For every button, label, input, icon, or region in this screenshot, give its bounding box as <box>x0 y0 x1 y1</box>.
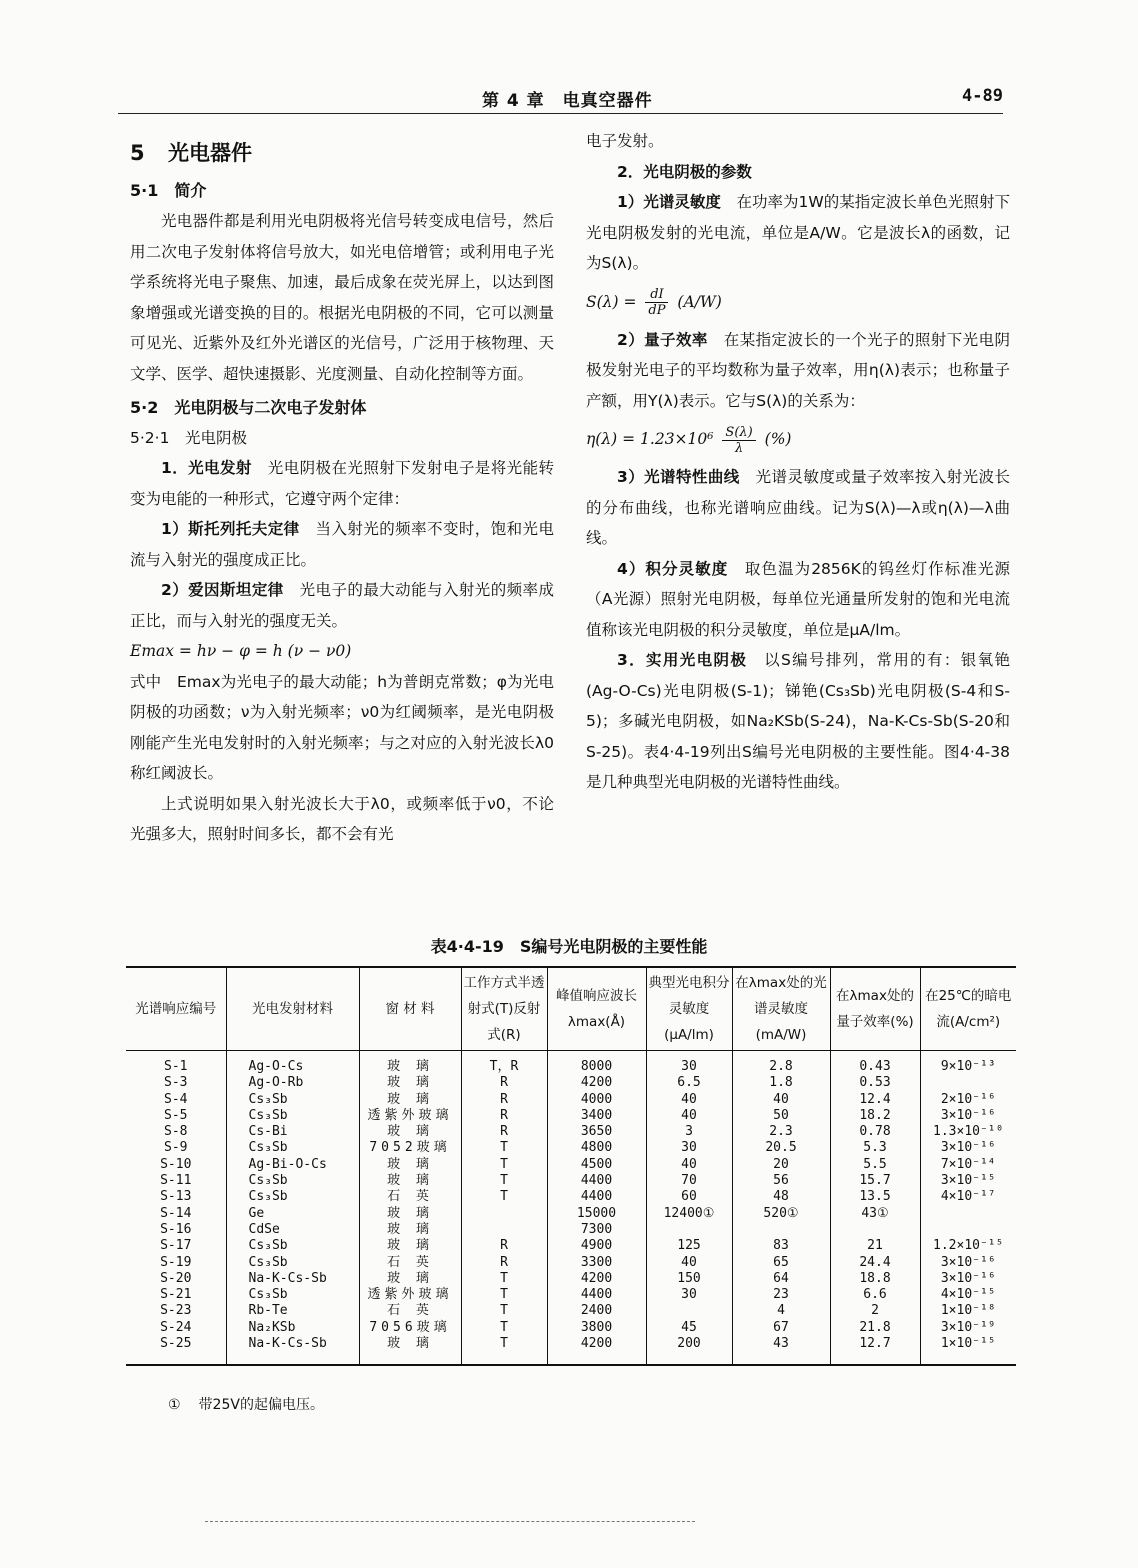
continuation-text: 电子发射。 <box>586 132 664 150</box>
einstein-formula: Emax = hν − φ = h (ν − ν0) <box>130 642 352 660</box>
sensitivity-formula: S(λ) = $\frac{dI}{dP}$ (A/W) <box>586 287 722 318</box>
table-cell: Cs₃Sb <box>226 1287 359 1303</box>
table-cell: 7056玻璃 <box>359 1320 461 1336</box>
table-cell: 40 <box>646 1092 732 1108</box>
left-column <box>130 126 554 850</box>
table-cell: Ag-O-Rb <box>226 1075 359 1091</box>
table-cell: S-25 <box>126 1336 226 1365</box>
table-header-cell: 典型光电积分灵敏度(μA/lm) <box>646 967 732 1051</box>
table-cell: 9×10⁻¹³ <box>940 1059 996 1074</box>
table-cell: R <box>461 1075 547 1091</box>
subsection-intro-heading: 5·1 简介 <box>130 181 207 200</box>
table-cell: 4400 <box>547 1189 646 1205</box>
page-header <box>118 84 1003 114</box>
table-cell: S-20 <box>126 1271 226 1287</box>
table-cell: S-5 <box>126 1108 226 1124</box>
table-cell: S-4 <box>126 1092 226 1108</box>
table-cell: T <box>461 1140 547 1156</box>
table-cell <box>920 1222 1016 1238</box>
table-cell: T <box>461 1157 547 1173</box>
table-cell: 40 <box>732 1092 830 1108</box>
photoemission-paragraph: 1．光电发射 光电阴极在光照射下发射电子是将光能转变为电能的一种形式，它遵守两个定律： <box>130 459 554 508</box>
table-row <box>126 1092 1016 1108</box>
table-cell: 12.7 <box>830 1336 920 1365</box>
table-cell: 200 <box>646 1336 732 1365</box>
table-cell: 30 <box>646 1051 732 1076</box>
table-cell: S-14 <box>126 1206 226 1222</box>
table-cell: Cs₃Sb <box>226 1173 359 1189</box>
table-cell: 2.8 <box>732 1051 830 1076</box>
quantum-efficiency-formula: η(λ) = 1.23×10⁶ $\frac{S(\lambda)}{\lambda}$ (%) <box>586 424 792 456</box>
table-cell: 4 <box>732 1303 830 1319</box>
table-cell: S-9 <box>126 1140 226 1156</box>
s-cathode-table <box>126 966 1016 1366</box>
table-cell: S-24 <box>126 1320 226 1336</box>
integral-sensitivity-paragraph: 4）积分灵敏度 取色温为2856K的钨丝灯作标准光源（A光源）照射光电阴极，每单位光通量所发射的饱和光电流值称该光电阴极的积分灵敏度，单位是μA/lm。 <box>586 559 1010 639</box>
table-header-cell: 光电发射材料 <box>226 967 359 1051</box>
table-cell: 玻 璃 <box>359 1238 461 1254</box>
table-cell: Ge <box>226 1206 359 1222</box>
table-cell: 玻 璃 <box>359 1051 461 1076</box>
table-cell: 透紫外玻璃 <box>359 1287 461 1303</box>
subsection-cathode-heading: 5·2 光电阴极与二次电子发射体 <box>130 398 367 417</box>
table-title: 表4·4-19 S编号光电阴极的主要性能 <box>430 937 708 956</box>
table-cell: 40 <box>646 1255 732 1271</box>
table-cell: 1.8 <box>732 1075 830 1091</box>
spectral-curve-paragraph: 3）光谱特性曲线 光谱灵敏度或量子效率按入射光波长的分布曲线，也称光谱响应曲线。记为S(λ)—λ或η(λ)—λ曲线。 <box>586 468 1010 547</box>
table-cell: 6.5 <box>646 1075 732 1091</box>
table-row <box>126 1189 1016 1205</box>
table-row <box>126 1255 1016 1271</box>
practical-cathodes-paragraph: 3．实用光电阴极 以S编号排列，常用的有：银氧铯(Ag-O-Cs)光电阴极(S-1)；锑铯(Cs₃Sb)光电阴极(S-4和S-5)；多碱光电阴极，如Na₂KSb(S-24)，Na-K-Cs-Sb(S-20和S-25)。表4·4-19列出S编号光电阴极的主要性能。图4·4-38是几种典型光电阴极的光谱特性曲线。 <box>586 651 1010 791</box>
table-cell: 40 <box>646 1108 732 1124</box>
table-row <box>126 1173 1016 1189</box>
table-cell: 4200 <box>547 1075 646 1091</box>
table-cell: 石 英 <box>359 1303 461 1319</box>
table-cell: 玻 璃 <box>359 1222 461 1238</box>
table-header-cell: 在25℃的暗电流(A/cm²) <box>920 967 1016 1051</box>
table-cell: 玻 璃 <box>359 1271 461 1287</box>
table-cell: 玻 璃 <box>359 1173 461 1189</box>
table-cell: Cs₃Sb <box>226 1255 359 1271</box>
table-cell: 150 <box>646 1271 732 1287</box>
chapter-title: 第 4 章 电真空器件 <box>482 91 653 111</box>
table-header-cell: 在λmax处的量子效率(%) <box>830 967 920 1051</box>
table-header-cell: 窗 材 料 <box>359 967 461 1051</box>
table-cell: 12.4 <box>830 1092 920 1108</box>
table-cell: 4200 <box>547 1336 646 1365</box>
header-rule <box>118 113 1003 114</box>
table-row <box>126 1140 1016 1156</box>
right-column <box>586 126 1010 798</box>
table-cell: S-10 <box>126 1157 226 1173</box>
formula-explanation: 式中 Emax为光电子的最大动能；h为普朗克常数；φ为光电阴极的功函数；ν为入射光频率；ν0为红阈频率，是光电阴极刚能产生光电发射时的入射光频率；与之对应的入射光波长λ0称红阈波长。 <box>130 672 554 782</box>
table-cell: 7300 <box>547 1222 646 1238</box>
table-cell: Cs₃Sb <box>226 1140 359 1156</box>
table-cell: 21.8 <box>830 1320 920 1336</box>
table-cell: T <box>461 1189 547 1205</box>
table-header-row <box>126 967 1016 1051</box>
table-cell: 4900 <box>547 1238 646 1254</box>
table-cell: T <box>461 1173 547 1189</box>
table-cell: T <box>461 1336 547 1365</box>
table-cell: 玻 璃 <box>359 1092 461 1108</box>
table-cell: S-8 <box>126 1124 226 1140</box>
table-cell: T <box>461 1303 547 1319</box>
table-cell: 125 <box>646 1238 732 1254</box>
table-cell: T <box>461 1320 547 1336</box>
table-cell: 30 <box>646 1287 732 1303</box>
table-cell: R <box>461 1092 547 1108</box>
table-cell: 2 <box>830 1303 920 1319</box>
table-cell: 2×10⁻¹⁶ <box>940 1091 996 1107</box>
section-heading: 5 光电器件 <box>130 141 252 165</box>
table-cell: 玻 璃 <box>359 1124 461 1140</box>
table-cell: 18.2 <box>830 1108 920 1124</box>
table-cell: 20.5 <box>732 1140 830 1156</box>
table-cell: 15.7 <box>830 1173 920 1189</box>
table-row <box>126 1157 1016 1173</box>
table-cell: 石 英 <box>359 1255 461 1271</box>
table-cell <box>920 1206 1016 1222</box>
table-row <box>126 1108 1016 1124</box>
table-footnote <box>168 1394 324 1414</box>
table-cell: 21 <box>830 1238 920 1254</box>
table-cell: S-1 <box>126 1051 226 1076</box>
intro-paragraph: 光电器件都是利用光电阴极将光信号转变成电信号，然后用二次电子发射体将信号放大，如光电倍增管；或利用电子光学系统将光电子聚焦、加速，最后成象在荧光屏上，以达到图象增强或光谱变换的目的。根据光电阴极的不同，它可以测量可见光、近紫外及红外光谱区的光信号，广泛用于核物理、天文学、医学、超快速摄影、光度测量、自动化控制等方面。 <box>130 212 554 383</box>
table-cell: 56 <box>732 1173 830 1189</box>
table-row <box>126 1320 1016 1336</box>
table-cell: S-17 <box>126 1238 226 1254</box>
table-cell: 45 <box>646 1320 732 1336</box>
table-cell: 0.78 <box>830 1124 920 1140</box>
table-cell: T <box>461 1287 547 1303</box>
table-row <box>126 1206 1016 1222</box>
table-cell: 玻 璃 <box>359 1336 461 1365</box>
table-cell: 3×10⁻¹⁶ <box>940 1270 996 1286</box>
parameters-heading: 2．光电阴极的参数 <box>617 162 752 181</box>
table-cell: 1×10⁻¹⁵ <box>920 1336 1016 1365</box>
table-cell: 64 <box>732 1271 830 1287</box>
table-cell: 4×10⁻¹⁷ <box>940 1189 996 1205</box>
table-cell <box>646 1303 732 1319</box>
table-cell: R <box>461 1255 547 1271</box>
table-row <box>126 1287 1016 1303</box>
table-cell: 65 <box>732 1255 830 1271</box>
table-cell: 520① <box>732 1206 830 1222</box>
table-cell: 石 英 <box>359 1189 461 1205</box>
table-cell: 4200 <box>547 1271 646 1287</box>
table-cell: S-11 <box>126 1173 226 1189</box>
table-cell: 3×10⁻¹⁵ <box>940 1173 996 1189</box>
table-cell: 70 <box>646 1173 732 1189</box>
table-cell: Cs₃Sb <box>226 1189 359 1205</box>
table-cell: Cs₃Sb <box>226 1108 359 1124</box>
threshold-paragraph: 上式说明如果入射光波长大于λ0，或频率低于ν0，不论光强多大，照射时间多长，都不会有光 <box>130 794 554 843</box>
footnote-mark: ① <box>168 1397 181 1413</box>
table-cell <box>830 1222 920 1238</box>
table-cell <box>732 1222 830 1238</box>
table-cell: 1×10⁻¹⁸ <box>940 1303 996 1319</box>
table-cell: 3300 <box>547 1255 646 1271</box>
table-cell: 0.43 <box>830 1051 920 1076</box>
table-cell: 3×10⁻¹⁹ <box>940 1319 996 1335</box>
table-cell: 4800 <box>547 1140 646 1156</box>
table-cell: 7×10⁻¹⁴ <box>940 1156 996 1172</box>
table-cell: Cs₃Sb <box>226 1238 359 1254</box>
table-cell: 4400 <box>547 1173 646 1189</box>
subsubsection-heading: 5·2·1 光电阴极 <box>130 429 247 447</box>
table-cell: 4×10⁻¹⁵ <box>940 1287 996 1303</box>
page-number: 4-89 <box>962 86 1003 106</box>
table-cell <box>461 1222 547 1238</box>
table-cell: 6.6 <box>830 1287 920 1303</box>
table-cell: 7052玻璃 <box>359 1140 461 1156</box>
table-header-cell: 峰值响应波长 λmax(Å) <box>547 967 646 1051</box>
table-cell: 48 <box>732 1189 830 1205</box>
table-header-cell: 光谱响应编号 <box>126 967 226 1051</box>
table-cell: 透紫外玻璃 <box>359 1108 461 1124</box>
table-cell: 67 <box>732 1320 830 1336</box>
table-row <box>126 1271 1016 1287</box>
quantum-efficiency-paragraph: 2）量子效率 在某指定波长的一个光子的照射下光电阴极发射光电子的平均数称为量子效率，用η(λ)表示；也称量子产额，用Y(λ)表示。它与S(λ)的关系为： <box>586 330 1010 410</box>
table-cell: Cs-Bi <box>226 1124 359 1140</box>
table-cell: 2.3 <box>732 1124 830 1140</box>
table-row <box>126 1336 1016 1365</box>
table-cell: Na₂KSb <box>226 1320 359 1336</box>
table-cell: 60 <box>646 1189 732 1205</box>
table-cell: S-3 <box>126 1075 226 1091</box>
table-cell: R <box>461 1108 547 1124</box>
table-row <box>126 1222 1016 1238</box>
table-cell: S-23 <box>126 1303 226 1319</box>
table-row <box>126 1075 1016 1091</box>
table-cell: 2400 <box>547 1303 646 1319</box>
footnote-text: 带25V的起偏电压。 <box>198 1397 324 1413</box>
table-header-cell: 在λmax处的光谱灵敏度(mA/W) <box>732 967 830 1051</box>
table-cell: 40 <box>646 1157 732 1173</box>
table-cell: 43 <box>732 1336 830 1365</box>
table-cell: R <box>461 1238 547 1254</box>
table-cell: R <box>461 1124 547 1140</box>
table-cell: 1.3×10⁻¹⁰ <box>933 1124 1004 1140</box>
table-cell: T <box>461 1271 547 1287</box>
table-cell: Rb-Te <box>226 1303 359 1319</box>
table-cell: 50 <box>732 1108 830 1124</box>
table-cell: Na-K-Cs-Sb <box>226 1336 359 1365</box>
table-cell: 3×10⁻¹⁶ <box>940 1254 996 1270</box>
table-cell: 玻 璃 <box>359 1075 461 1091</box>
table-cell: 30 <box>646 1140 732 1156</box>
table-cell: Ag-O-Cs <box>226 1051 359 1076</box>
table-cell: 4500 <box>547 1157 646 1173</box>
table-cell: 13.5 <box>830 1189 920 1205</box>
table-cell: S-19 <box>126 1255 226 1271</box>
table-cell <box>920 1075 1016 1091</box>
table-row <box>126 1051 1016 1076</box>
table-cell: S-16 <box>126 1222 226 1238</box>
table-cell: 15000 <box>547 1206 646 1222</box>
table-cell <box>646 1222 732 1238</box>
table-cell: 18.8 <box>830 1271 920 1287</box>
table-cell: 23 <box>732 1287 830 1303</box>
bottom-divider <box>205 1521 695 1522</box>
table-cell: Na-K-Cs-Sb <box>226 1271 359 1287</box>
table-cell: 12400① <box>646 1206 732 1222</box>
table-cell: S-21 <box>126 1287 226 1303</box>
spectral-sensitivity-paragraph: 1）光谱灵敏度 在功率为1W的某指定波长单色光照射下光电阴极发射的光电流，单位是A/W。它是波长λ的函数，记为S(λ)。 <box>586 193 1010 272</box>
table-cell: Ag-Bi-O-Cs <box>226 1157 359 1173</box>
table-cell: 0.53 <box>830 1075 920 1091</box>
table-cell: 20 <box>732 1157 830 1173</box>
table-cell: 1.2×10⁻¹⁵ <box>933 1238 1004 1254</box>
table-cell: 3×10⁻¹⁶ <box>940 1107 996 1123</box>
table-cell: 83 <box>732 1238 830 1254</box>
table-cell: CdSe <box>226 1222 359 1238</box>
table-cell: 3800 <box>547 1320 646 1336</box>
table-cell: 4000 <box>547 1092 646 1108</box>
table-cell: 玻 璃 <box>359 1157 461 1173</box>
table-cell: 43① <box>830 1206 920 1222</box>
table-cell: 5.3 <box>830 1140 920 1156</box>
table-row <box>126 1238 1016 1254</box>
table-cell: 4400 <box>547 1287 646 1303</box>
table-cell: 3×10⁻¹⁶ <box>940 1140 996 1156</box>
table-header-cell: 工作方式半透射式(T)反射式(R) <box>461 967 547 1051</box>
table-cell <box>461 1206 547 1222</box>
table-cell: 5.5 <box>830 1157 920 1173</box>
table-cell: 8000 <box>547 1051 646 1076</box>
table-cell: 玻 璃 <box>359 1206 461 1222</box>
table-cell: Cs₃Sb <box>226 1092 359 1108</box>
table-cell: 24.4 <box>830 1255 920 1271</box>
table-row <box>126 1303 1016 1319</box>
table-cell: 3 <box>646 1124 732 1140</box>
table-cell: S-13 <box>126 1189 226 1205</box>
law2-paragraph: 2）爱因斯坦定律 光电子的最大动能与入射光的频率成正比，而与入射光的强度无关。 <box>130 581 554 630</box>
law1-paragraph: 1）斯托列托夫定律 当入射光的频率不变时，饱和光电流与入射光的强度成正比。 <box>130 520 554 569</box>
table-cell: 3400 <box>547 1108 646 1124</box>
table-row <box>126 1124 1016 1140</box>
table-cell: 3650 <box>547 1124 646 1140</box>
table-cell: T，R <box>461 1051 547 1076</box>
